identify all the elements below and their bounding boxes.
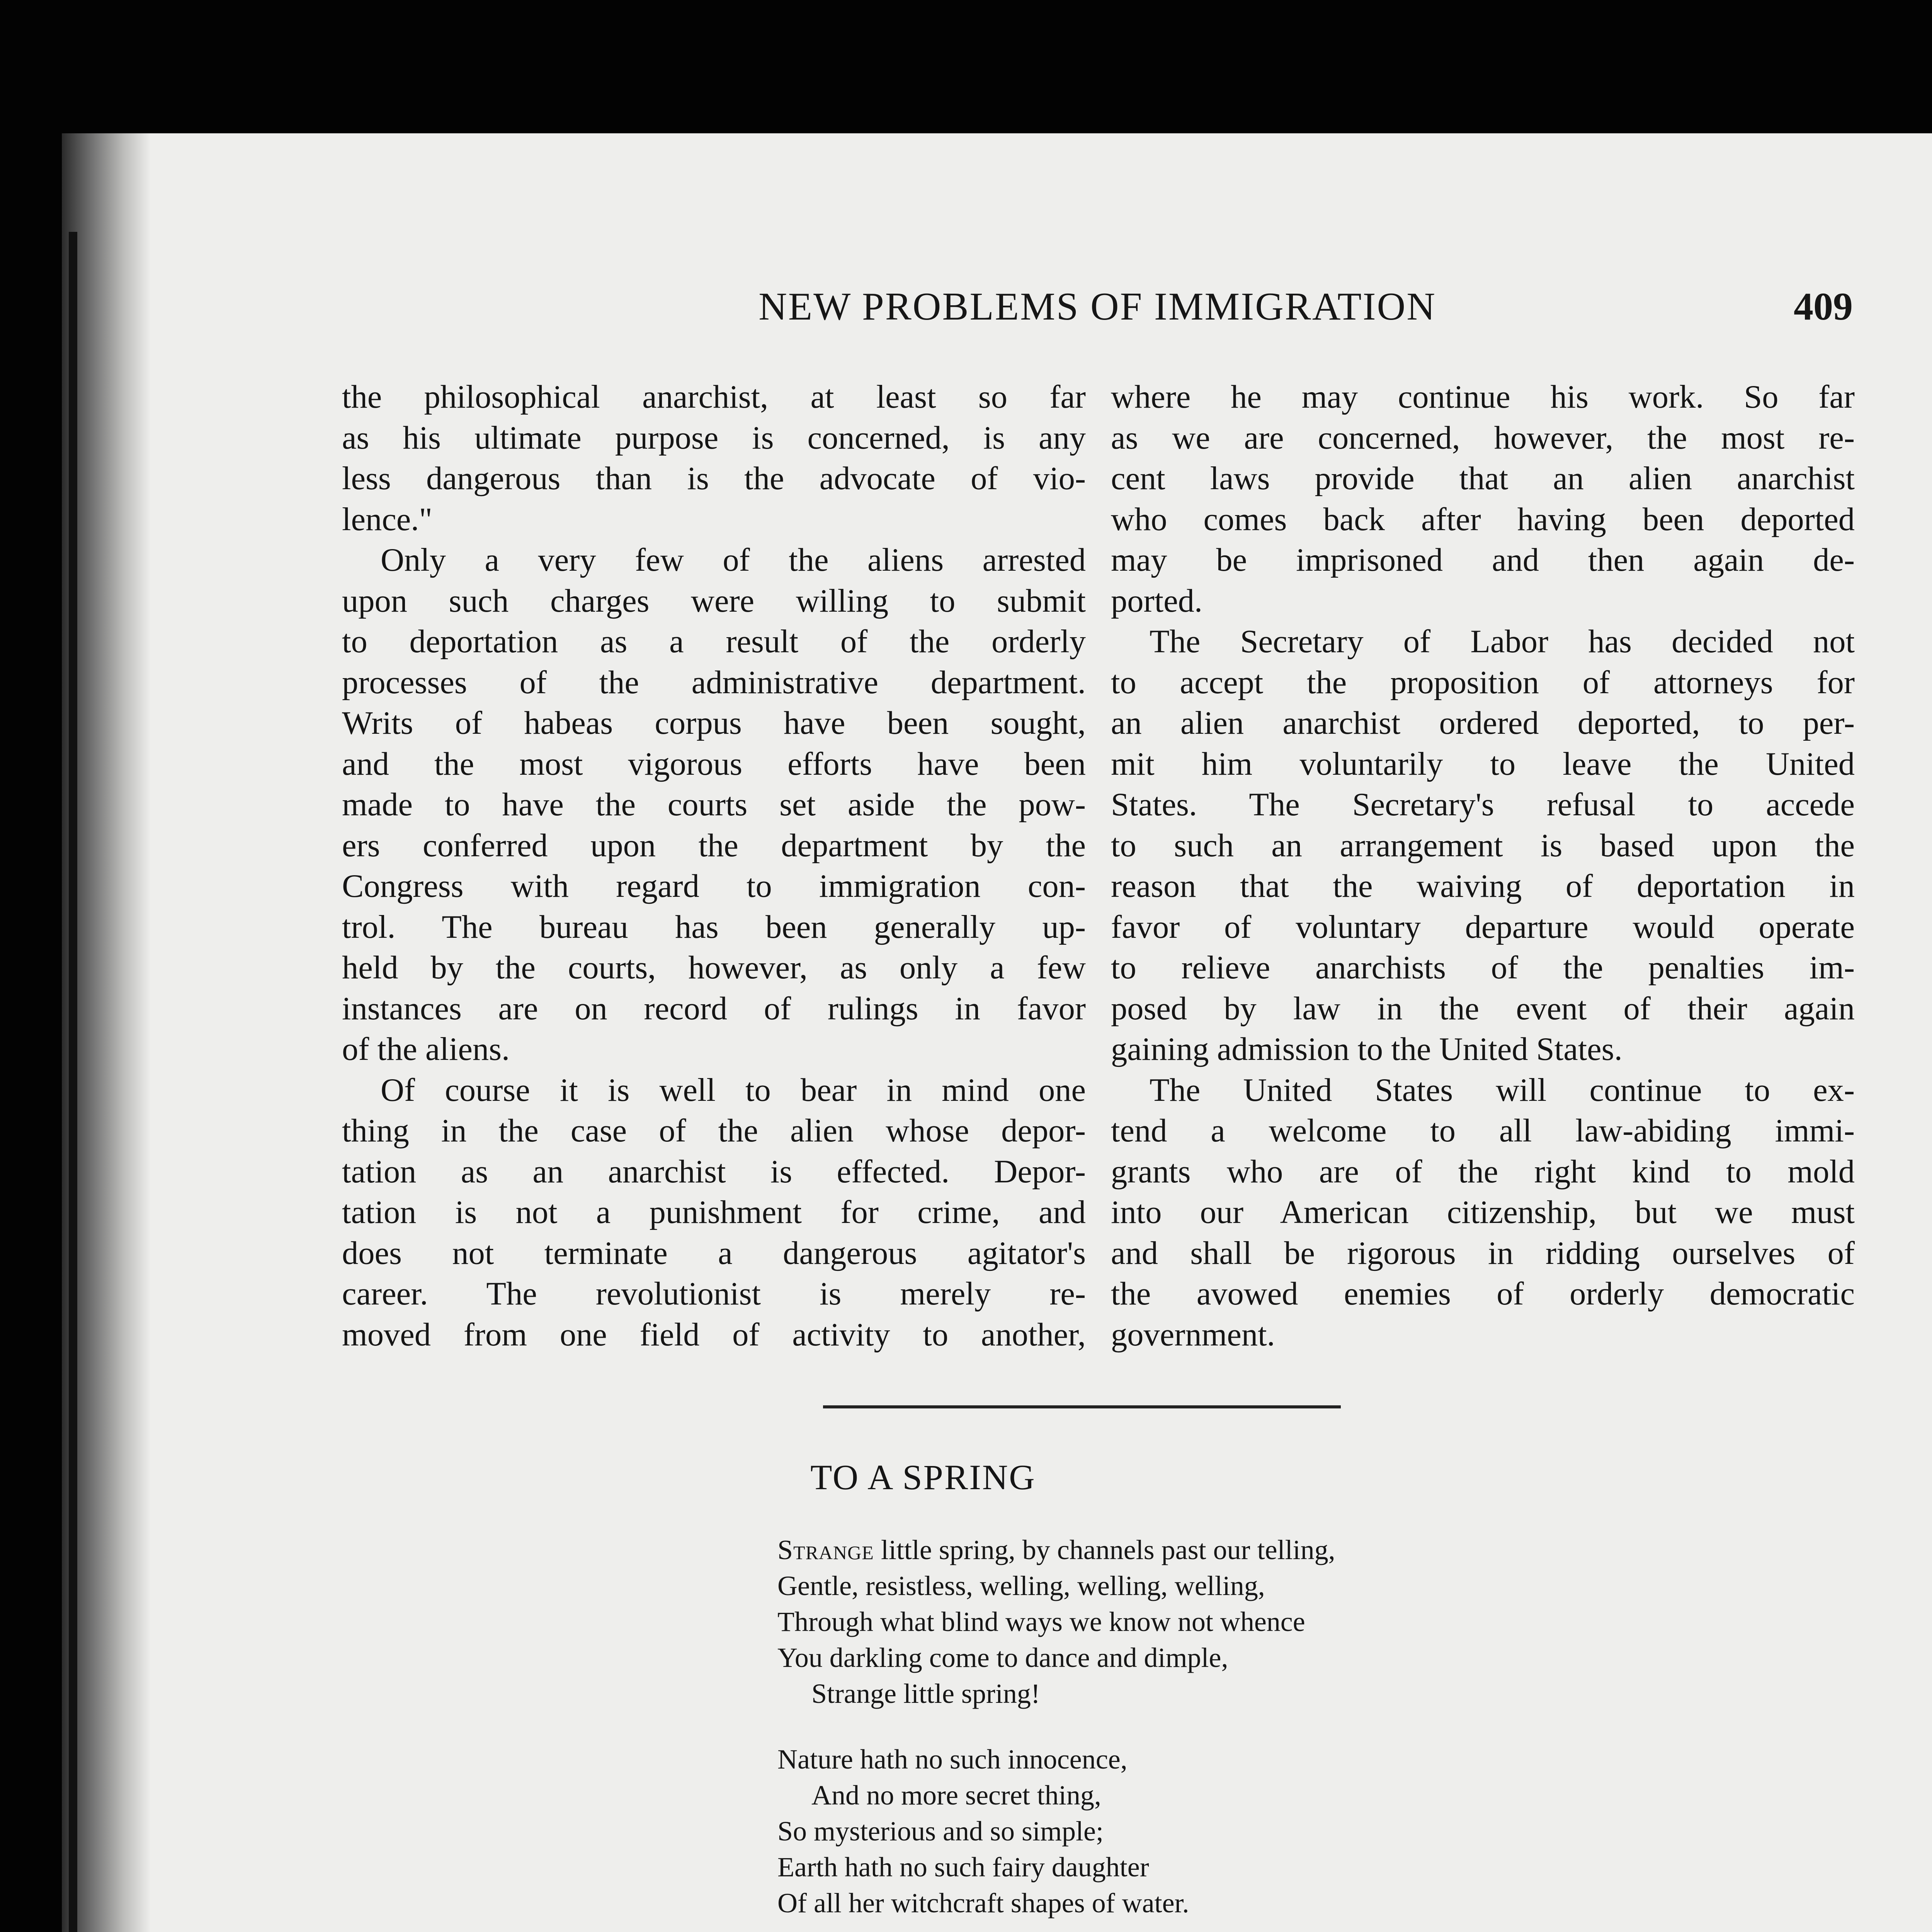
running-head: NEW PROBLEMS OF IMMIGRATION	[759, 285, 1436, 328]
text-line: ers conferred upon the department by the	[342, 827, 1086, 864]
poem-line: Through what blind ways we know not whence	[777, 1606, 1305, 1637]
text-line: held by the courts, however, as only a few	[342, 950, 1086, 986]
text-line: career. The revolutionist is merely re-	[342, 1276, 1086, 1312]
text-line: favor of voluntary departure would operate	[1111, 909, 1855, 945]
text-line: to deportation as a result of the orderly	[342, 624, 1086, 660]
text-line: who comes back after having been deported	[1111, 501, 1855, 537]
text-line: the philosophical anarchist, at least so far	[342, 379, 1086, 415]
text-line: to such an arrangement is based upon the	[1111, 827, 1855, 864]
page-number: 409	[1794, 285, 1853, 328]
text-line: as his ultimate purpose is concerned, is any	[342, 420, 1086, 456]
text-line: grants who are of the right kind to mold	[1111, 1153, 1855, 1190]
text-line: posed by law in the event of their again	[1111, 990, 1855, 1027]
text-line: mit him voluntarily to leave the United	[1111, 746, 1855, 782]
text-line: to accept the proposition of attorneys for	[1111, 664, 1855, 701]
poem-line: Gentle, resistless, welling, welling, welling,	[777, 1570, 1265, 1601]
poem-line: You darkling come to dance and dimple,	[777, 1642, 1228, 1673]
text-line: thing in the case of the alien whose depor-	[342, 1113, 1086, 1149]
text-line: upon such charges were willing to submit	[342, 583, 1086, 619]
poem-line: Strange little spring!	[811, 1678, 1040, 1709]
text-line: lence."	[342, 501, 432, 537]
text-line: Writs of habeas corpus have been sought,	[342, 705, 1086, 741]
text-line: into our American citizenship, but we must	[1111, 1194, 1855, 1230]
text-line: trol. The bureau has been generally up-	[342, 909, 1086, 945]
text-line: States. The Secretary's refusal to accede	[1111, 787, 1855, 823]
poem-line: And no more secret thing,	[811, 1780, 1101, 1811]
text-line: government.	[1111, 1316, 1275, 1353]
article-column-left	[342, 377, 1086, 1355]
text-line: moved from one field of activity to another,	[342, 1316, 1086, 1353]
text-line: where he may continue his work. So far	[1111, 379, 1855, 415]
poem-line	[777, 1532, 1628, 1568]
text-line: ported.	[1111, 583, 1202, 619]
text-line: made to have the courts set aside the pow-	[342, 787, 1086, 823]
page-header	[342, 284, 1853, 338]
article-column-right	[1111, 377, 1855, 1355]
poem-title-wrap	[0, 1457, 1932, 1498]
text-line: reason that the waiving of deportation in	[1111, 868, 1855, 904]
text-line: an alien anarchist ordered deported, to per-	[1111, 705, 1855, 741]
text-line: and shall be rigorous in ridding ourselves of	[1111, 1235, 1855, 1271]
gutter-binding	[69, 232, 77, 1932]
poem-stanza	[777, 1742, 1628, 1921]
text-line: tation as an anarchist is effected. Depor-	[342, 1153, 1086, 1190]
text-line: Of course it is well to bear in mind one	[381, 1072, 1086, 1108]
text-line: does not terminate a dangerous agitator's	[342, 1235, 1086, 1271]
section-divider	[823, 1405, 1341, 1408]
text-line: as we are concerned, however, the most re-	[1111, 420, 1855, 456]
poem-line: So mysterious and so simple;	[777, 1816, 1104, 1847]
poem-line-text: little spring, by channels past our telling,	[874, 1534, 1335, 1565]
poem-line: Earth hath no such fairy daughter	[777, 1852, 1149, 1883]
text-line: tend a welcome to all law-abiding immi-	[1111, 1113, 1855, 1149]
text-line: Only a very few of the aliens arrested	[381, 542, 1086, 578]
text-line: less dangerous than is the advocate of vio-	[342, 461, 1086, 497]
text-line: of the aliens.	[342, 1031, 510, 1067]
text-line: The Secretary of Labor has decided not	[1150, 624, 1855, 660]
poem-first-word: Strange	[777, 1534, 874, 1565]
text-line: to relieve anarchists of the penalties im-	[1111, 950, 1855, 986]
text-line: processes of the administrative department.	[342, 664, 1086, 701]
text-line: the avowed enemies of orderly democratic	[1111, 1276, 1855, 1312]
poem-line: Nature hath no such innocence,	[777, 1744, 1128, 1775]
text-line: tation is not a punishment for crime, and	[342, 1194, 1086, 1230]
poem-body	[777, 1532, 1628, 1932]
poem-title: TO A SPRING	[810, 1458, 1036, 1497]
poem-stanza	[777, 1532, 1628, 1712]
text-line: instances are on record of rulings in favor	[342, 990, 1086, 1027]
text-line: The United States will continue to ex-	[1150, 1072, 1855, 1108]
text-line: and the most vigorous efforts have been	[342, 746, 1086, 782]
poem-line: Of all her witchcraft shapes of water.	[777, 1888, 1189, 1918]
text-line: may be imprisoned and then again de-	[1111, 542, 1855, 578]
text-line: cent laws provide that an alien anarchist	[1111, 461, 1855, 497]
text-line: Congress with regard to immigration con-	[342, 868, 1086, 904]
text-line: gaining admission to the United States.	[1111, 1031, 1622, 1067]
